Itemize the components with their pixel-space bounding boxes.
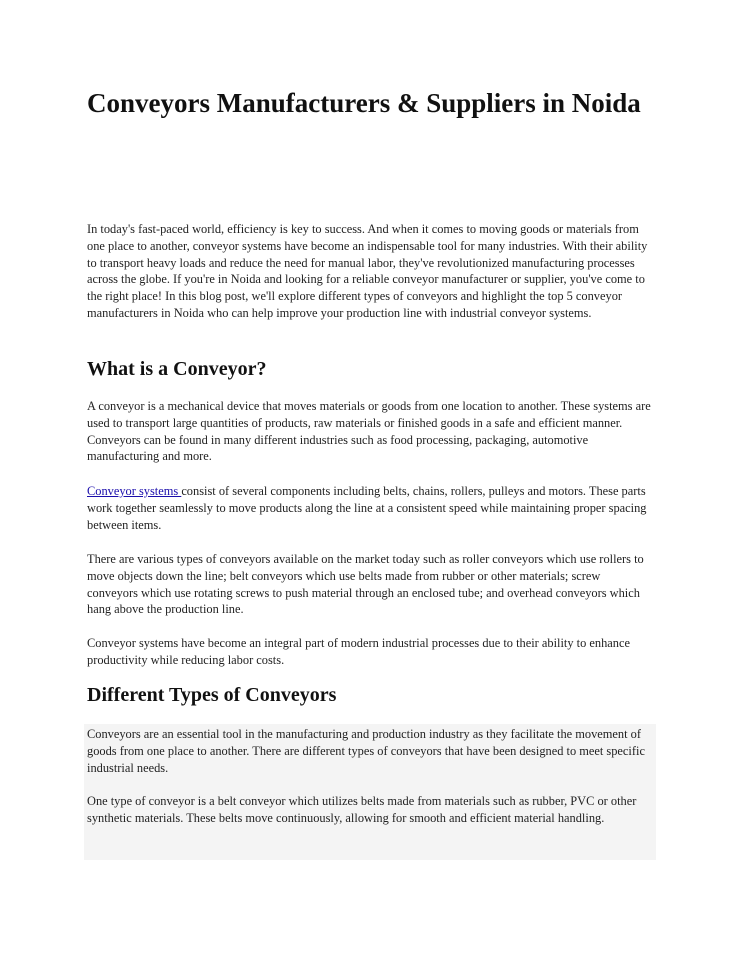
what-paragraph-2 — [87, 483, 653, 533]
what-paragraph-1: A conveyor is a mechanical device that moves materials or goods from one location to another. These systems are used to transport large quantities of products, raw materials or finished goods in a safe and efficient manner. Conveyors can be found in many different industries such as food processing, packaging, automotive manufacturing and more. — [87, 399, 651, 464]
heading-what-is-conveyor: What is a Conveyor? — [87, 358, 267, 380]
what-paragraph-2-text: consist of several components including belts, chains, rollers, pulleys and motors. These parts work together seamlessly to move products along the line at a consistent speed while maintaining proper spacing between items. — [87, 484, 647, 532]
intro-paragraph: In today's fast-paced world, efficiency is key to success. And when it comes to moving goods or materials from one place to another, conveyor systems have become an indispensable tool for many industries. With their ability to transport heavy loads and reduce the need for manual labor, they've revolutionized manufacturing processes across the globe. If you're in Noida and looking for a reliable conveyor manufacturer or supplier, you've come to the right place! In this blog post, we'll explore different types of conveyors and highlight the top 5 conveyor manufacturers in Noida who can help improve your production line with industrial conveyor systems. — [87, 222, 648, 320]
page-title: Conveyors Manufacturers & Suppliers in Noida — [87, 88, 641, 118]
what-paragraph-4: Conveyor systems have become an integral part of modern industrial processes due to their ability to enhance productivity while reducing labor costs. — [87, 636, 630, 667]
types-paragraph-2: One type of conveyor is a belt conveyor which utilizes belts made from materials such as rubber, PVC or other synthetic materials. These belts move continuously, allowing for smooth and efficient material handling. — [87, 794, 637, 825]
types-paragraph-1: Conveyors are an essential tool in the manufacturing and production industry as they facilitate the movement of goods from one place to another. There are different types of conveyors that have been designed to meet specific industrial needs. — [87, 727, 645, 775]
what-paragraph-3: There are various types of conveyors available on the market today such as roller conveyors which use rollers to move objects down the line; belt conveyors which use belts made from rubber or other materials; screw conveyors which use rotating screws to push material through an enclosed tube; and overhead conveyors which hang above the production line. — [87, 552, 644, 617]
heading-types-of-conveyors: Different Types of Conveyors — [87, 684, 337, 706]
conveyor-systems-link[interactable]: Conveyor systems — [87, 484, 182, 498]
